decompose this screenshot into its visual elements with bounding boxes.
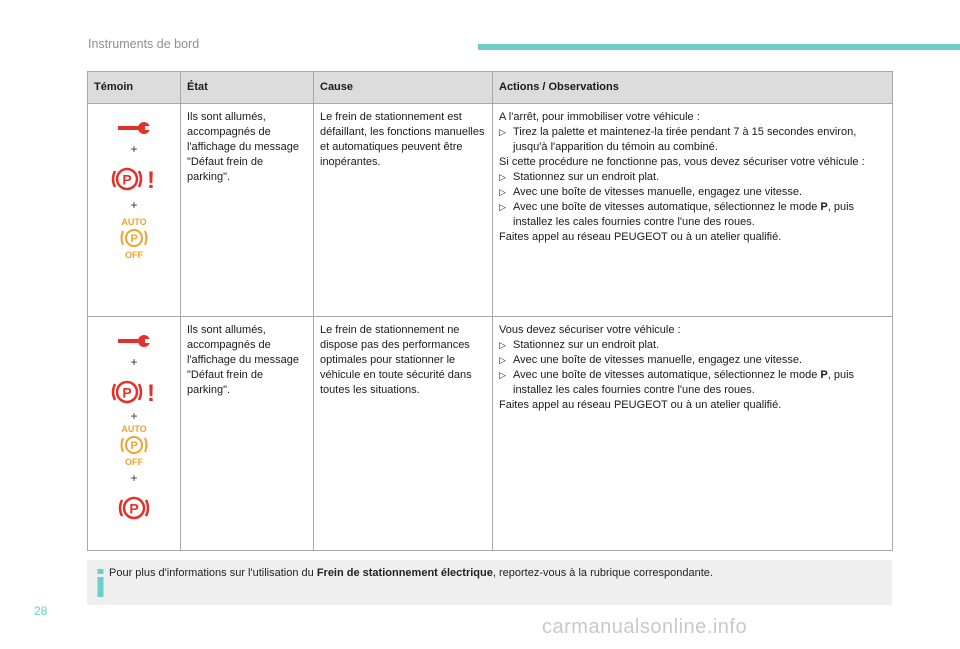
svg-text:P: P	[122, 171, 132, 188]
svg-text:!: !	[147, 380, 155, 407]
bullet-item: ▷ Avec une boîte de vitesses manuelle, engagez une vitesse.	[499, 186, 803, 198]
svg-text:!: !	[147, 167, 155, 194]
plus-sign: +	[130, 471, 138, 485]
auto-off-icon	[114, 423, 154, 467]
section-title: Instruments de bord	[88, 37, 200, 51]
plus-sign: +	[130, 198, 138, 212]
bullet-item: ▷ Avec une boîte de vitesses automatique, sélectionnez le mode P, puis installez les cales fournies contre l'une des roues.	[499, 201, 855, 228]
section-accent-bar	[478, 44, 960, 50]
etat-cell: Ils sont allumés, accompagnés de l'affichage du message "Défaut frein de parking".	[181, 104, 314, 317]
svg-text:OFF: OFF	[125, 457, 143, 467]
etat-cell: Ils sont allumés, accompagnés de l'affichage du message "Défaut frein de parking".	[181, 317, 314, 551]
actions-middle: Si cette procédure ne fonctionne pas, vous devez sécuriser votre véhicule :	[499, 156, 865, 168]
wrench-icon	[114, 114, 154, 140]
column-header-cause: Cause	[314, 72, 493, 104]
svg-text:AUTO: AUTO	[121, 217, 147, 227]
page-number: 28	[34, 604, 48, 618]
bullet-item: ▷ Tirez la palette et maintenez-la tirée pendant 7 à 15 secondes environ, jusqu'à l'apparition du témoin au combiné.	[499, 126, 857, 153]
arrow-bullet-icon: ▷	[499, 340, 506, 350]
table-row	[88, 317, 893, 551]
cause-cell: Le frein de stationnement est défaillant, les fonctions manuelles et automatiques peuvent être inopérantes.	[314, 104, 493, 317]
bullet-item: ▷ Avec une boîte de vitesses automatique, sélectionnez le mode P, puis installez les cales fournies contre l'une des roues.	[499, 369, 855, 396]
arrow-bullet-icon: ▷	[499, 187, 506, 197]
svg-text:P: P	[130, 233, 138, 245]
parking-brake-fault-icon	[111, 377, 157, 407]
temoin-cell	[88, 104, 181, 317]
watermark: carmanualsonline.info	[542, 616, 748, 638]
auto-off-icon	[114, 216, 154, 260]
table-header-row	[88, 72, 893, 104]
svg-text:P: P	[122, 384, 132, 401]
plus-sign: +	[130, 355, 138, 369]
temoin-cell	[88, 317, 181, 551]
bullet-item: ▷ Avec une boîte de vitesses manuelle, engagez une vitesse.	[499, 354, 803, 366]
svg-text:P: P	[130, 440, 138, 452]
info-text: Pour plus d'informations sur l'utilisation du Frein de stationnement électrique, reportez-vous à la rubrique correspondante.	[109, 567, 713, 579]
actions-outro: Faites appel au réseau PEUGEOT ou à un atelier qualifié.	[499, 231, 782, 243]
svg-text:OFF: OFF	[125, 250, 143, 260]
actions-outro: Faites appel au réseau PEUGEOT ou à un atelier qualifié.	[499, 399, 782, 411]
parking-brake-fault-icon	[111, 164, 157, 194]
arrow-bullet-icon: ▷	[499, 127, 506, 137]
actions-intro: Vous devez sécuriser votre véhicule :	[499, 324, 681, 336]
info-box	[87, 560, 892, 605]
wrench-icon	[114, 327, 154, 353]
bullet-item: ▷ Stationnez sur un endroit plat.	[499, 171, 660, 183]
actions-cell	[493, 104, 893, 317]
arrow-bullet-icon: ▷	[499, 355, 506, 365]
plus-sign: +	[130, 142, 138, 156]
parking-brake-icon	[114, 493, 154, 523]
column-header-etat: État	[181, 72, 314, 104]
arrow-bullet-icon: ▷	[499, 172, 506, 182]
plus-sign: +	[130, 409, 138, 423]
arrow-bullet-icon: ▷	[499, 370, 506, 380]
table-row	[88, 104, 893, 317]
actions-intro: A l'arrêt, pour immobiliser votre véhicule :	[499, 111, 700, 123]
column-header-actions: Actions / Observations	[493, 72, 893, 104]
bullet-item: ▷ Stationnez sur un endroit plat.	[499, 339, 660, 351]
arrow-bullet-icon: ▷	[499, 202, 506, 212]
svg-text:AUTO: AUTO	[121, 424, 147, 434]
info-icon	[97, 569, 104, 597]
svg-text:P: P	[129, 500, 139, 517]
warning-lights-table	[87, 71, 893, 551]
cause-cell: Le frein de stationnement ne dispose pas des performances optimales pour stationner le véhicule en toute sécurité dans toutes les situations.	[314, 317, 493, 551]
column-header-temoin: Témoin	[88, 72, 181, 104]
actions-cell	[493, 317, 893, 551]
